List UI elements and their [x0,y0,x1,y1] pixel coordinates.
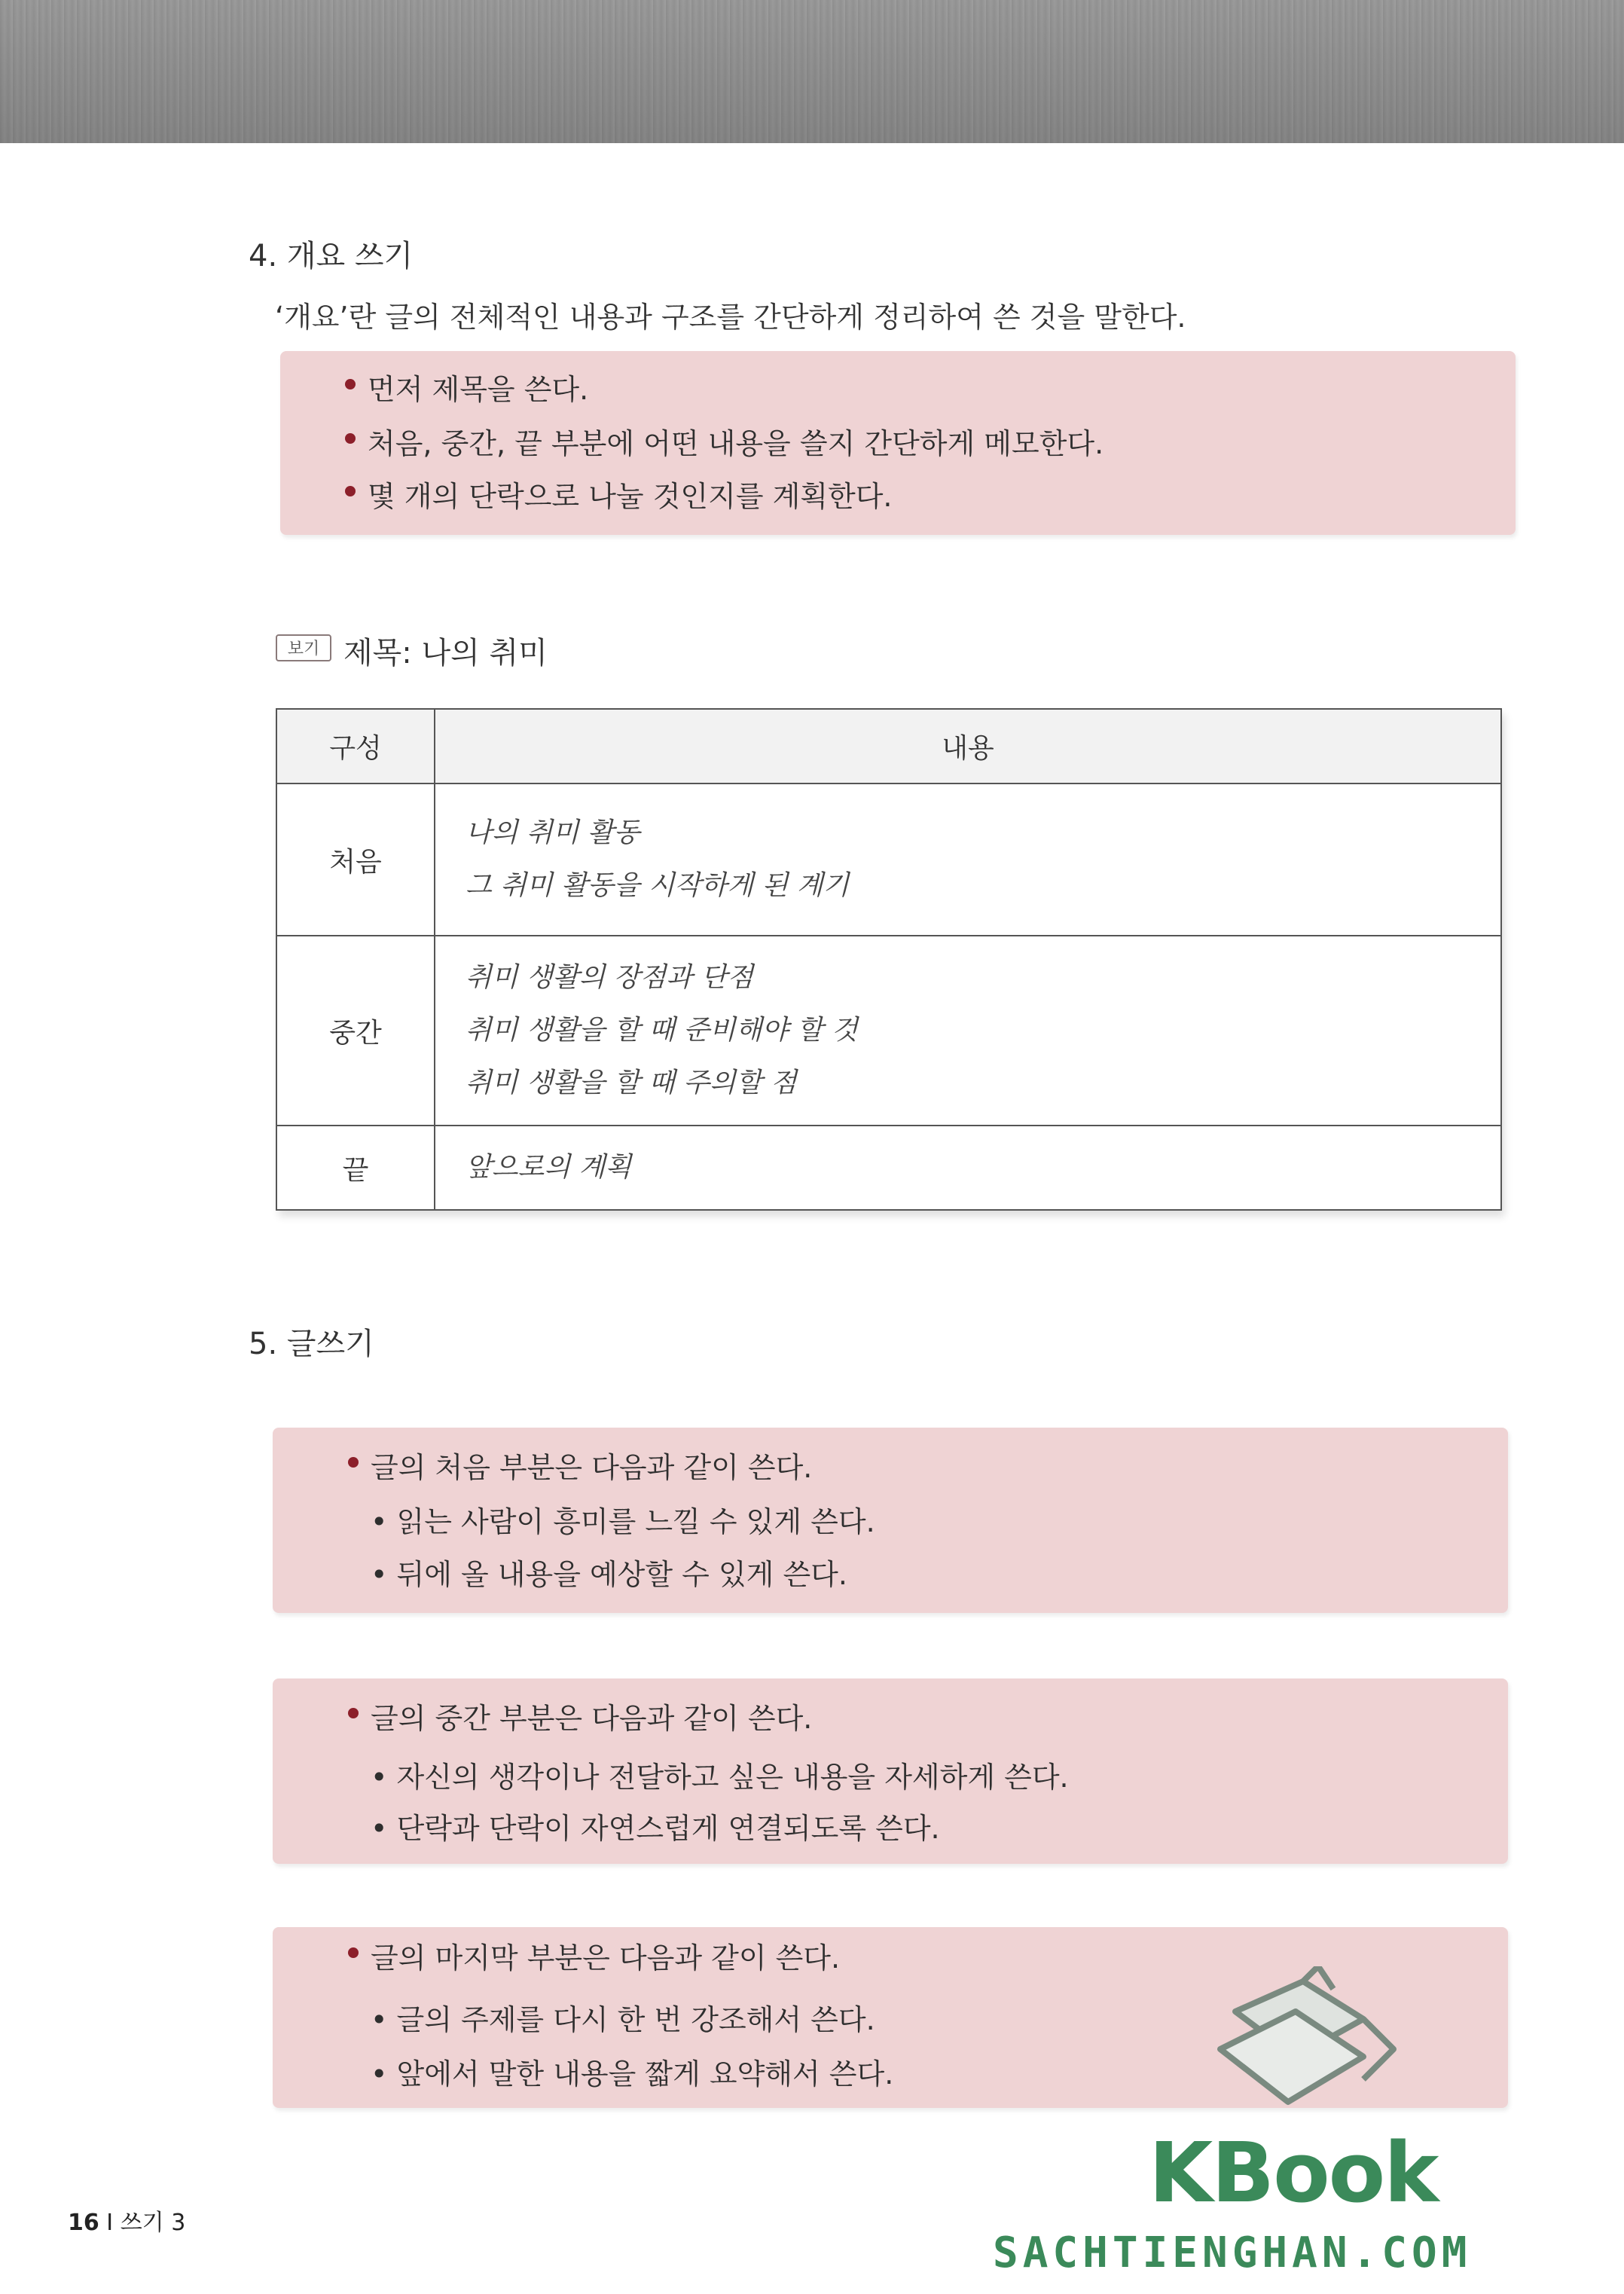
content-line: 취미 생활을 할 때 준비해야 할 것 [466,1015,858,1046]
bullet-icon [348,1457,359,1468]
content-line: 취미 생활을 할 때 주의할 점 [466,1068,797,1098]
content-line: 나의 취미 활동 [466,817,640,848]
row-part-label: 처음 [276,784,435,936]
top-decorative-band [0,0,1624,143]
book-title: 쓰기 3 [120,2210,186,2236]
writing-box-sub: • 글의 주제를 다시 한 번 강조해서 쓴다. [371,2003,875,2036]
watermark-brand: KBook [1149,2124,1438,2221]
bullet-icon [345,486,356,496]
page-number: 16 [68,2210,99,2236]
example-badge: 보기 [276,634,331,661]
writing-box-main: 글의 처음 부분은 다음과 같이 쓴다. [371,1444,812,1486]
bullet-icon [348,1708,359,1718]
table-row [276,784,1501,936]
table-header-row [276,709,1501,784]
section-4-heading: 4. 개요 쓰기 [249,239,414,273]
row-part-label: 중간 [276,936,435,1126]
writing-box-main: 글의 중간 부분은 다음과 같이 쓴다. [371,1695,812,1737]
row-content [435,936,1501,1126]
page-footer [68,2204,185,2237]
bullet-icon [348,1947,359,1958]
outline-tip-1: 먼저 제목을 쓴다. [368,366,588,408]
watermark-site: SACHTIENGHAN.COM [993,2228,1472,2277]
bullet-icon [345,433,356,444]
writing-box-sub: • 읽는 사람이 흥미를 느낄 수 있게 쓴다. [371,1505,875,1538]
outline-tip-3: 몇 개의 단락으로 나눌 것인지를 계획한다. [368,473,893,515]
content-line: 그 취미 활동을 시작하게 된 계기 [466,870,850,901]
content-line: 취미 생활의 장점과 단점 [466,962,754,993]
bullet-icon [345,379,356,389]
row-content [435,784,1501,936]
row-content [435,1126,1501,1210]
section-5-heading: 5. 글쓰기 [249,1327,374,1361]
writing-box-main: 글의 마지막 부분은 다음과 같이 쓴다. [371,1935,840,1976]
writing-box-sub: • 단락과 단락이 자연스럽게 연결되도록 쓴다. [371,1812,940,1845]
writing-box-sub: • 뒤에 올 내용을 예상할 수 있게 쓴다. [371,1558,847,1591]
writing-middle-box [273,1678,1508,1864]
section-4-intro: ‘개요’란 글의 전체적인 내용과 구조를 간단하게 정리하여 쓴 것을 말한다. [275,301,1186,334]
writing-box-sub: • 앞에서 말한 내용을 짧게 요약해서 쓴다. [371,2057,894,2091]
footer-separator: I [106,2210,114,2236]
outline-tips-box [280,351,1516,535]
outline-tip-2: 처음, 중간, 끝 부분에 어떤 내용을 쓸지 간단하게 메모한다. [368,420,1104,462]
row-part-label: 끝 [276,1126,435,1210]
header-content: 내용 [435,709,1501,784]
outline-example-table [276,708,1502,1211]
writing-beginning-box [273,1428,1508,1613]
table-row [276,936,1501,1126]
content-line: 앞으로의 계획 [466,1152,632,1183]
writing-box-sub: • 자신의 생각이나 전달하고 싶은 내용을 자세하게 쓴다. [371,1761,1069,1794]
book-logo-icon [1190,1966,1424,2124]
example-title: 제목: 나의 취미 [343,636,548,670]
header-part: 구성 [276,709,435,784]
table-row [276,1126,1501,1210]
